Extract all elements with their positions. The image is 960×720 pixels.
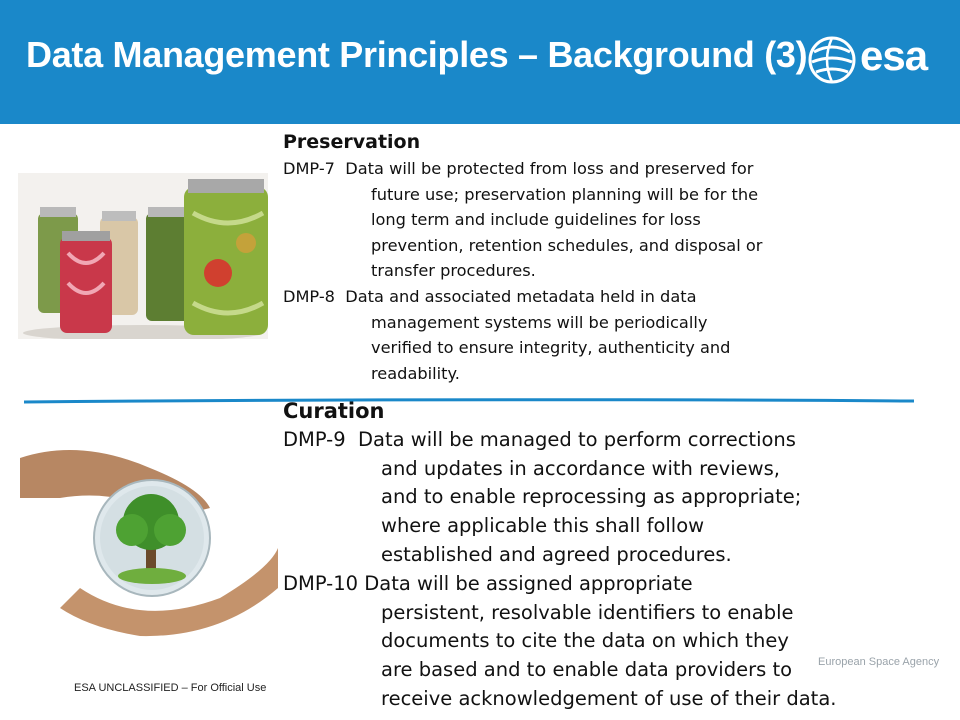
dmp-text-line: readability. [371, 363, 460, 383]
dmp-text-line: prevention, retention schedules, and disposal or [371, 235, 763, 255]
dmp-code: DMP-7 [283, 159, 335, 178]
dmp-text-line: long term and include guidelines for loss [371, 210, 701, 229]
preservation-heading: Preservation [283, 131, 421, 153]
section-divider [24, 389, 914, 395]
hands-holding-globe-image [20, 438, 278, 638]
dmp-text-line: Data and associated metadata held in data [345, 287, 697, 306]
esa-logo-text: esa [860, 32, 928, 79]
dmp-code: DMP-10 [283, 572, 359, 595]
preserving-jars-image [18, 173, 268, 339]
dmp-text-line: persistent, resolvable identifiers to enable [381, 600, 794, 624]
dmp-text-line: documents to cite the data on which they [381, 629, 789, 653]
dmp-text-line: Data will be assigned appropriate [364, 572, 693, 595]
dmp-text-line: future use; preservation planning will be for the [371, 184, 759, 204]
dmp-10-item [283, 570, 836, 714]
dmp-text-line: where applicable this shall follow [381, 514, 705, 538]
dmp-9-item [283, 426, 801, 570]
dmp-text-line: receive acknowledgement of use of their data. [381, 686, 837, 710]
dmp-text-line: are based and to enable data providers to [381, 658, 793, 682]
dmp-text-line: transfer procedures. [371, 261, 536, 280]
esa-globe-icon [804, 28, 864, 92]
dmp-text-line: management systems will be periodically [371, 312, 708, 332]
dmp-7-item [283, 156, 762, 284]
dmp-text-line: and updates in accordance with reviews, [381, 456, 780, 480]
dmp-code: DMP-9 [283, 428, 346, 451]
dmp-text-line: established and agreed procedures. [381, 542, 732, 566]
dmp-text-line: verified to ensure integrity, authenticity and [371, 338, 731, 357]
dmp-text-line: Data will be protected from loss and preserved for [345, 159, 754, 178]
curation-heading: Curation [283, 399, 385, 423]
esa-logo [804, 28, 944, 92]
header-bar [0, 0, 960, 124]
dmp-8-item [283, 284, 730, 386]
dmp-text-line: Data will be managed to perform corrections [358, 428, 796, 451]
classification-footer: ESA UNCLASSIFIED – For Official Use [74, 682, 267, 694]
dmp-code: DMP-8 [283, 287, 335, 306]
slide-title: Data Management Principles – Background (3) [26, 34, 808, 75]
agency-name: European Space Agency [818, 656, 940, 668]
dmp-text-line: and to enable reprocessing as appropriate; [381, 485, 802, 509]
